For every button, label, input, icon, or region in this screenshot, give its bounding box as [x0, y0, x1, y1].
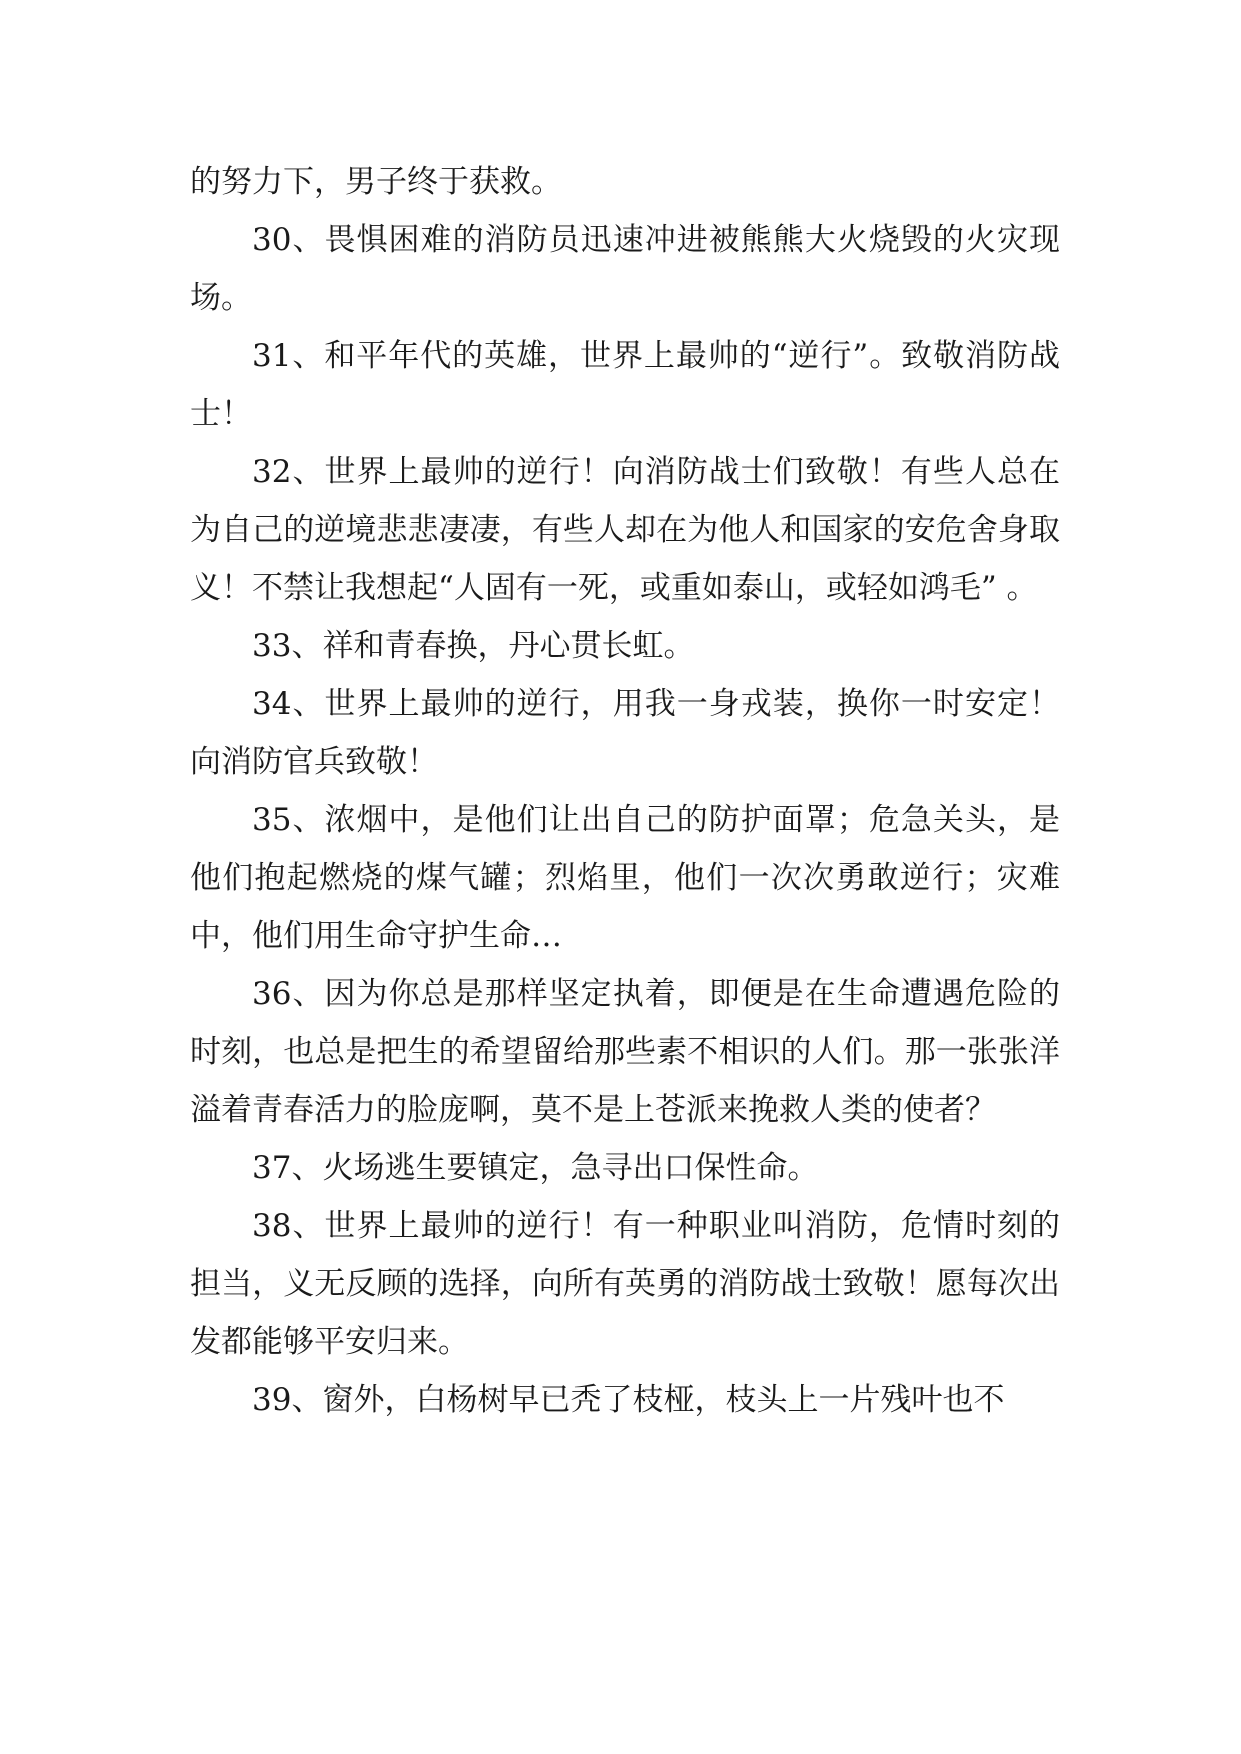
paragraph-37: 37、火场逃生要镇定，急寻出口保性命。	[252, 1150, 819, 1186]
paragraph-35: 35、浓烟中，是他们让出自己的防护面罩；危急关头，是他们抱起燃烧的煤气罐；烈焰里，他们一次次勇敢逆行；灾难中，他们用生命守护生命…	[190, 802, 1060, 954]
paragraph-36: 36、因为你总是那样坚定执着，即便是在生命遭遇危险的时刻，也总是把生的希望留给那些素不相识的人们。那一张张洋溢着青春活力的脸庞啊，莫不是上苍派来挽救人类的使者？	[190, 976, 1060, 1128]
paragraph-34: 34、世界上最帅的逆行，用我一身戎装，换你一时安定！向消防官兵致敬！	[190, 686, 1060, 780]
paragraph-39: 39、窗外，白杨树早已秃了枝桠，枝头上一片残叶也不	[252, 1382, 1005, 1418]
paragraph-31: 31、和平年代的英雄，世界上最帅的“逆行”。致敬消防战士！	[190, 338, 1060, 432]
paragraph-32: 32、世界上最帅的逆行！向消防战士们致敬！有些人总在为自己的逆境悲悲凄凄，有些人却在为他人和国家的安危舍身取义！不禁让我想起“人固有一死，或重如泰山，或轻如鸿毛” 。	[190, 454, 1060, 606]
document-body	[190, 153, 1060, 1429]
paragraph-continuation: 的努力下，男子终于获救。	[190, 164, 562, 200]
paragraph-33: 33、祥和青春换，丹心贯长虹。	[252, 628, 695, 664]
paragraph-30: 30、畏惧困难的消防员迅速冲进被熊熊大火烧毁的火灾现场。	[190, 222, 1060, 316]
paragraph-38: 38、世界上最帅的逆行！有一种职业叫消防，危情时刻的担当，义无反顾的选择，向所有英勇的消防战士致敬！愿每次出发都能够平安归来。	[190, 1208, 1060, 1360]
